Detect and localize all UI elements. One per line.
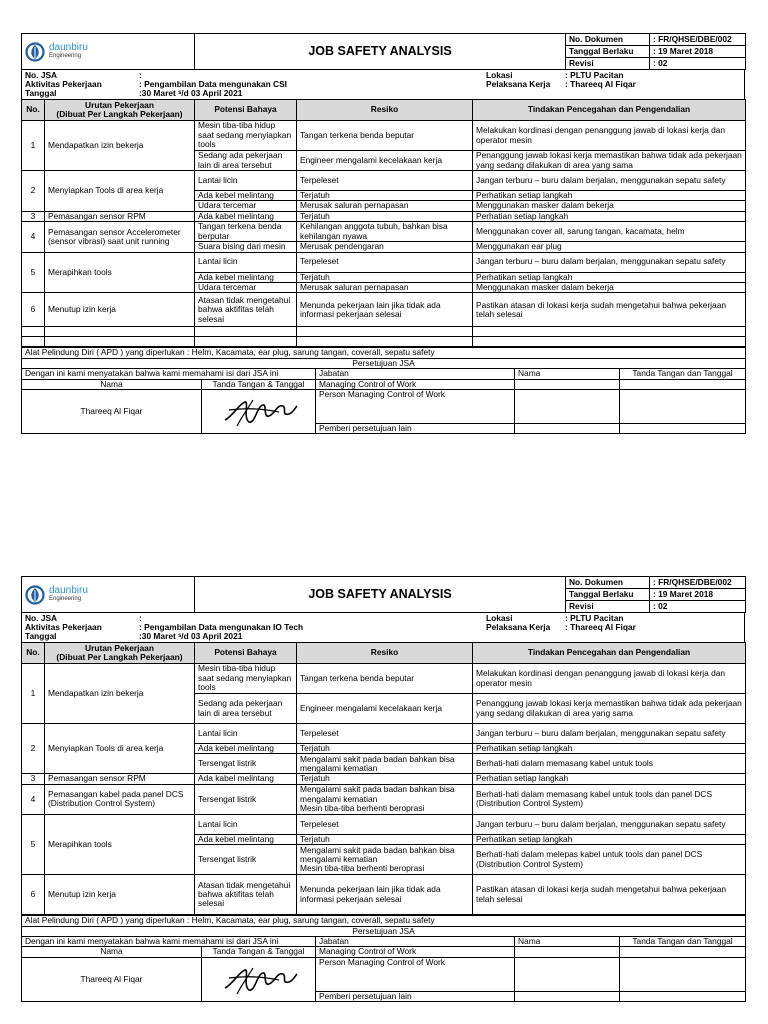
hazard-cell: Lantai licin [195,814,297,834]
logo-text [49,43,88,60]
step-number: 3 [22,774,45,784]
nama-label: Nama [22,379,202,389]
step-description: Merapihkan tools [45,252,195,293]
table-header-row [22,643,746,664]
column-header: Urutan Pekerjaan (Dibuat Per Langkah Pekerjaan) [45,100,195,121]
table-row [22,171,746,191]
risk-cell: Terjatuh [297,191,473,201]
role-signature-cell [620,957,746,991]
step-number: 1 [22,664,45,724]
control-cell: Berhati-hati dalam memasang kabel untuk tools dan panel DCS (Distribution Control System) [473,784,746,814]
control-cell: Menggunakan masker dalam bekerja [473,283,746,293]
risk-cell: Engineer mengalami kecelakaan kerja [297,151,473,171]
table-row [22,121,746,151]
table-header-row [22,100,746,121]
column-header: Tindakan Pencegahan dan Pengendalian [473,100,746,121]
role-managing-control: Managing Control of Work [316,379,515,389]
apd-requirements: Alat Pelindung Diri ( APD ) yang diperlukan : Helm, Kacamata, ear plug, sarung tangan, coverall, sepatu safety [22,916,746,926]
role-name-cell [515,947,620,957]
step-number: 5 [22,814,45,874]
role-name-cell [515,379,620,389]
logo-subtitle: Engineering [49,53,82,59]
role-signature-cell [620,390,746,424]
step-description: Pemasangan sensor Accelerometer (sensor vibrasi) saat unit running [45,222,195,252]
step-description: Merapihkan tools [45,814,195,874]
hazard-cell: Lantai licin [195,171,297,191]
risk-cell: Tangan terkena benda beputar [297,121,473,151]
doc-meta-value: : 19 Maret 2018 [650,589,746,601]
risk-cell: Terpeleset [297,814,473,834]
step-description: Menutup izin kerja [45,293,195,327]
approval-statement: Dengan ini kami menyatakan bahwa kami memahami isi dari JSA ini [22,369,316,379]
handwritten-signature [219,396,299,428]
control-cell: Penanggung jawab lokasi kerja memastikan bahwa tidak ada pekerjaan yang sedang dilakukan di area yang sama [473,151,746,171]
no-jsa-label: No. JSA [25,613,58,623]
control-cell: Melakukan kordinasi dengan penanggung jawab di lokasi kerja dan operator mesin [473,121,746,151]
logo-cell [22,34,195,70]
column-header: Resiko [297,643,473,664]
lokasi-value: : PLTU Pacitan [565,613,624,623]
pelaksana-value: : Thareeq Al Fiqar [565,622,636,632]
hazard-cell: Ada kebel melintang [195,834,297,844]
hazard-table [21,642,746,915]
lokasi-label: Lokasi [486,70,513,80]
risk-cell: Mengalami sakit pada badan bahkan bisa mengalami kematian Mesin tiba-tiba berhenti beroprasi [297,845,473,875]
empty-cell [45,327,195,337]
column-header: Potensi Bahaya [195,643,297,664]
logo-subtitle: Engineering [49,596,82,602]
logo-cell [22,577,195,613]
empty-cell [473,337,746,347]
approval-section [21,915,746,1002]
no-jsa-value: : [139,613,142,623]
pelaksana-label: Pelaksana Kerja [486,79,551,89]
jsa-info [21,70,745,99]
signature-column-label: Tanda Tangan dan Tanggal [620,369,746,379]
signer-name: Thareeq Al Fiqar [22,957,202,1001]
empty-cell [22,327,45,337]
jabatan-label: Jabatan [316,937,515,947]
signature-date-label: Tanda Tangan & Tanggal [202,947,316,957]
empty-cell [22,337,45,347]
doc-meta-value: : 02 [650,58,746,70]
control-cell: Perhatian setiap langkah [473,774,746,784]
risk-cell: Engineer mengalami kecelakaan kerja [297,694,473,724]
approval-title: Persetujuan JSA [22,358,746,368]
jsa-info [21,613,745,642]
empty-cell [45,337,195,347]
column-header: No. [22,100,45,121]
hazard-cell: Ada kebel melintang [195,744,297,754]
risk-cell: Terjatuh [297,211,473,221]
step-number: 4 [22,222,45,252]
step-description: Pemasangan sensor RPM [45,211,195,221]
signature-cell [202,957,316,1001]
step-description: Menutup izin kerja [45,875,195,915]
step-number: 6 [22,875,45,915]
role-name-cell [515,991,620,1001]
hazard-table [21,99,746,347]
nama-column-label: Nama [515,937,620,947]
aktivitas-value: : Pengambilan Data mengunakan CSI [139,79,287,89]
role-signature-cell [620,424,746,434]
risk-cell: Merusak pendengaran [297,242,473,252]
column-header: Resiko [297,100,473,121]
risk-cell: Terpeleset [297,724,473,744]
role-name-cell [515,424,620,434]
step-number: 5 [22,252,45,293]
table-row [22,724,746,744]
risk-cell: Mengalami sakit pada badan bahkan bisa mengalami kematian [297,754,473,774]
empty-cell [297,337,473,347]
logo-brand: daunbiru [49,585,88,596]
empty-cell [195,327,297,337]
jsa-document-2 [21,576,745,1002]
role-signature-cell [620,947,746,957]
nama-column-label: Nama [515,369,620,379]
no-jsa-value: : [139,70,142,80]
hazard-cell: Ada kabel melintang [195,774,297,784]
control-cell: Jangan terburu – buru dalam berjalan, menggunakan sepatu safety [473,171,746,191]
hazard-cell: Tersengat listrik [195,845,297,875]
handwritten-signature [219,964,299,996]
table-row [22,875,746,915]
step-description: Menyiapkan Tools di area kerja [45,171,195,212]
risk-cell: Menunda pekerjaan lain jika tidak ada informasi pekerjaan selesai [297,293,473,327]
aktivitas-label: Aktivitas Pekerjaan [25,79,102,89]
control-cell: Jangan terburu – buru dalam berjalan, menggunakan sepatu safety [473,814,746,834]
approval-section [21,347,746,434]
doc-meta-key: Revisi [566,601,650,613]
risk-cell: Merusak saluran pernapasan [297,283,473,293]
pelaksana-value: : Thareeq Al Fiqar [565,79,636,89]
control-cell: Perhatikan setiap langkah [473,191,746,201]
empty-cell [473,327,746,337]
control-cell: Pastikan atasan di lokasi kerja sudah mengetahui bahwa pekerjaan telah selesai [473,293,746,327]
risk-cell: Terpeleset [297,171,473,191]
step-number: 2 [22,724,45,774]
hazard-cell: Sedang ada pekerjaan lain di area tersebut [195,694,297,724]
approval-statement: Dengan ini kami menyatakan bahwa kami memahami isi dari JSA ini [22,937,316,947]
doc-meta-value: : 02 [650,601,746,613]
step-number: 4 [22,784,45,814]
empty-row [22,327,746,337]
role-other-approver: Pemberi persetujuan lain [316,424,515,434]
hazard-cell: Sedang ada pekerjaan lain di area tersebut [195,151,297,171]
logo-text [49,586,88,603]
control-cell: Perhatikan setiap langkah [473,272,746,282]
role-other-approver: Pemberi persetujuan lain [316,991,515,1001]
table-row [22,211,746,221]
empty-cell [195,337,297,347]
hazard-cell: Udara tercemar [195,201,297,211]
control-cell: Pastikan atasan di lokasi kerja sudah mengetahui bahwa pekerjaan telah selesai [473,875,746,915]
control-cell: Melakukan kordinasi dengan penanggung jawab di lokasi kerja dan operator mesin [473,664,746,694]
control-cell: Jangan terburu – buru dalam berjalan, menggunakan sepatu safety [473,724,746,744]
table-row [22,774,746,784]
hazard-cell: Udara tercemar [195,283,297,293]
approval-title: Persetujuan JSA [22,926,746,936]
table-row [22,784,746,814]
table-row [22,664,746,694]
hazard-cell: Lantai licin [195,724,297,744]
role-person-managing: Person Managing Control of Work [316,390,515,424]
doc-meta-key: No. Dokumen [566,34,650,46]
control-cell: Penanggung jawab lokasi kerja memastikan bahwa tidak ada pekerjaan yang sedang dilakukan di area yang sama [473,694,746,724]
risk-cell: Merusak saluran pernapasan [297,201,473,211]
lokasi-label: Lokasi [486,613,513,623]
document-title: JOB SAFETY ANALYSIS [195,577,566,613]
company-logo [25,585,191,605]
step-description: Pemasangan sensor RPM [45,774,195,784]
table-row [22,222,746,242]
hazard-cell: Ada kabel melintang [195,211,297,221]
risk-cell: Terpeleset [297,252,473,272]
hazard-cell: Tangan terkena benda berputar [195,222,297,242]
hazard-cell: Lantai licin [195,252,297,272]
document-header [21,33,746,70]
tanggal-value: :30 Maret ˢ/d 03 April 2021 [139,88,243,98]
control-cell: Perhatikan setiap langkah [473,744,746,754]
tanggal-label: Tanggal [25,88,57,98]
control-cell: Perhatian setiap langkah [473,211,746,221]
risk-cell: Tangan terkena benda beputar [297,664,473,694]
logo-mark-icon [25,42,45,62]
lokasi-value: : PLTU Pacitan [565,70,624,80]
document-title: JOB SAFETY ANALYSIS [195,34,566,70]
role-name-cell [515,390,620,424]
column-header: Urutan Pekerjaan (Dibuat Per Langkah Pekerjaan) [45,643,195,664]
column-header: No. [22,643,45,664]
role-person-managing: Person Managing Control of Work [316,957,515,991]
document-header [21,576,746,613]
doc-meta-key: Revisi [566,58,650,70]
table-row [22,252,746,272]
no-jsa-label: No. JSA [25,70,58,80]
step-description: Mendapatkan izin bekerja [45,121,195,171]
signature-cell [202,390,316,434]
step-description: Mendapatkan izin bekerja [45,664,195,724]
step-number: 6 [22,293,45,327]
risk-cell: Mengalami sakit pada badan bahkan bisa mengalami kematian Mesin tiba-tiba berhenti beroprasi [297,784,473,814]
role-signature-cell [620,991,746,1001]
risk-cell: Terjatuh [297,744,473,754]
pelaksana-label: Pelaksana Kerja [486,622,551,632]
hazard-cell: Tersengat listrik [195,784,297,814]
doc-meta-key: Tanggal Berlaku [566,46,650,58]
nama-label: Nama [22,947,202,957]
hazard-cell: Ada kebel melintang [195,191,297,201]
column-header: Potensi Bahaya [195,100,297,121]
role-signature-cell [620,379,746,389]
doc-meta-key: Tanggal Berlaku [566,589,650,601]
table-row [22,293,746,327]
apd-requirements: Alat Pelindung Diri ( APD ) yang diperlukan : Helm, Kacamata, ear plug, sarung tangan, coverall, sepatu safety [22,348,746,358]
hazard-cell: Atasan tidak mengetahui bahwa aktifitas telah selesai [195,293,297,327]
hazard-cell: Mesin tiba-tiba hidup saat sedang menyiapkan tools [195,664,297,694]
step-description: Pemasangan kabel pada panel DCS (Distribution Control System) [45,784,195,814]
control-cell: Menggunakan masker dalam bekerja [473,201,746,211]
control-cell: Jangan terburu – buru dalam berjalan, menggunakan sepatu safety [473,252,746,272]
control-cell: Perhatikan setiap langkah [473,834,746,844]
role-name-cell [515,957,620,991]
control-cell: Berhati-hati dalam melepas kabel untuk tools dan panel DCS (Distribution Control System) [473,845,746,875]
step-number: 1 [22,121,45,171]
logo-brand: daunbiru [49,42,88,53]
risk-cell: Terjatuh [297,774,473,784]
hazard-cell: Ada kebel melintang [195,272,297,282]
signature-date-label: Tanda Tangan & Tanggal [202,379,316,389]
step-number: 2 [22,171,45,212]
jabatan-label: Jabatan [316,369,515,379]
table-row [22,814,746,834]
doc-meta-value: : 19 Maret 2018 [650,46,746,58]
risk-cell: Terjatuh [297,834,473,844]
column-header: Tindakan Pencegahan dan Pengendalian [473,643,746,664]
doc-meta-value: : FR/QHSE/DBE/002 [650,577,746,589]
control-cell: Berhati-hati dalam memasang kabel untuk tools [473,754,746,774]
empty-cell [297,327,473,337]
company-logo [25,42,191,62]
aktivitas-label: Aktivitas Pekerjaan [25,622,102,632]
hazard-cell: Mesin tiba-tiba hidup saat sedang menyiapkan tools [195,121,297,151]
risk-cell: Terjatuh [297,272,473,282]
risk-cell: Menunda pekerjaan lain jika tidak ada informasi pekerjaan selesai [297,875,473,915]
signature-column-label: Tanda Tangan dan Tanggal [620,937,746,947]
doc-meta-key: No. Dokumen [566,577,650,589]
aktivitas-value: : Pengambilan Data mengunakan IO Tech [139,622,304,632]
step-description: Menyiapkan Tools di area kerja [45,724,195,774]
jsa-document-1 [21,33,745,434]
role-managing-control: Managing Control of Work [316,947,515,957]
doc-meta-value: : FR/QHSE/DBE/002 [650,34,746,46]
signer-name: Thareeq Al Fiqar [22,390,202,434]
empty-row [22,337,746,347]
tanggal-value: :30 Maret ˢ/d 03 April 2021 [139,631,243,641]
hazard-cell: Suara bising dari mesin [195,242,297,252]
control-cell: Menggunakan ear plug [473,242,746,252]
control-cell: Menggunakan cover all, sarung tangan, kacamata, helm [473,222,746,242]
step-number: 3 [22,211,45,221]
tanggal-label: Tanggal [25,631,57,641]
hazard-cell: Atasan tidak mengetahui bahwa aktifitas telah selesai [195,875,297,915]
logo-mark-icon [25,585,45,605]
risk-cell: Kehilangan anggota tubuh, bahkan bisa kehilangan nyawa [297,222,473,242]
hazard-cell: Tersengat listrik [195,754,297,774]
